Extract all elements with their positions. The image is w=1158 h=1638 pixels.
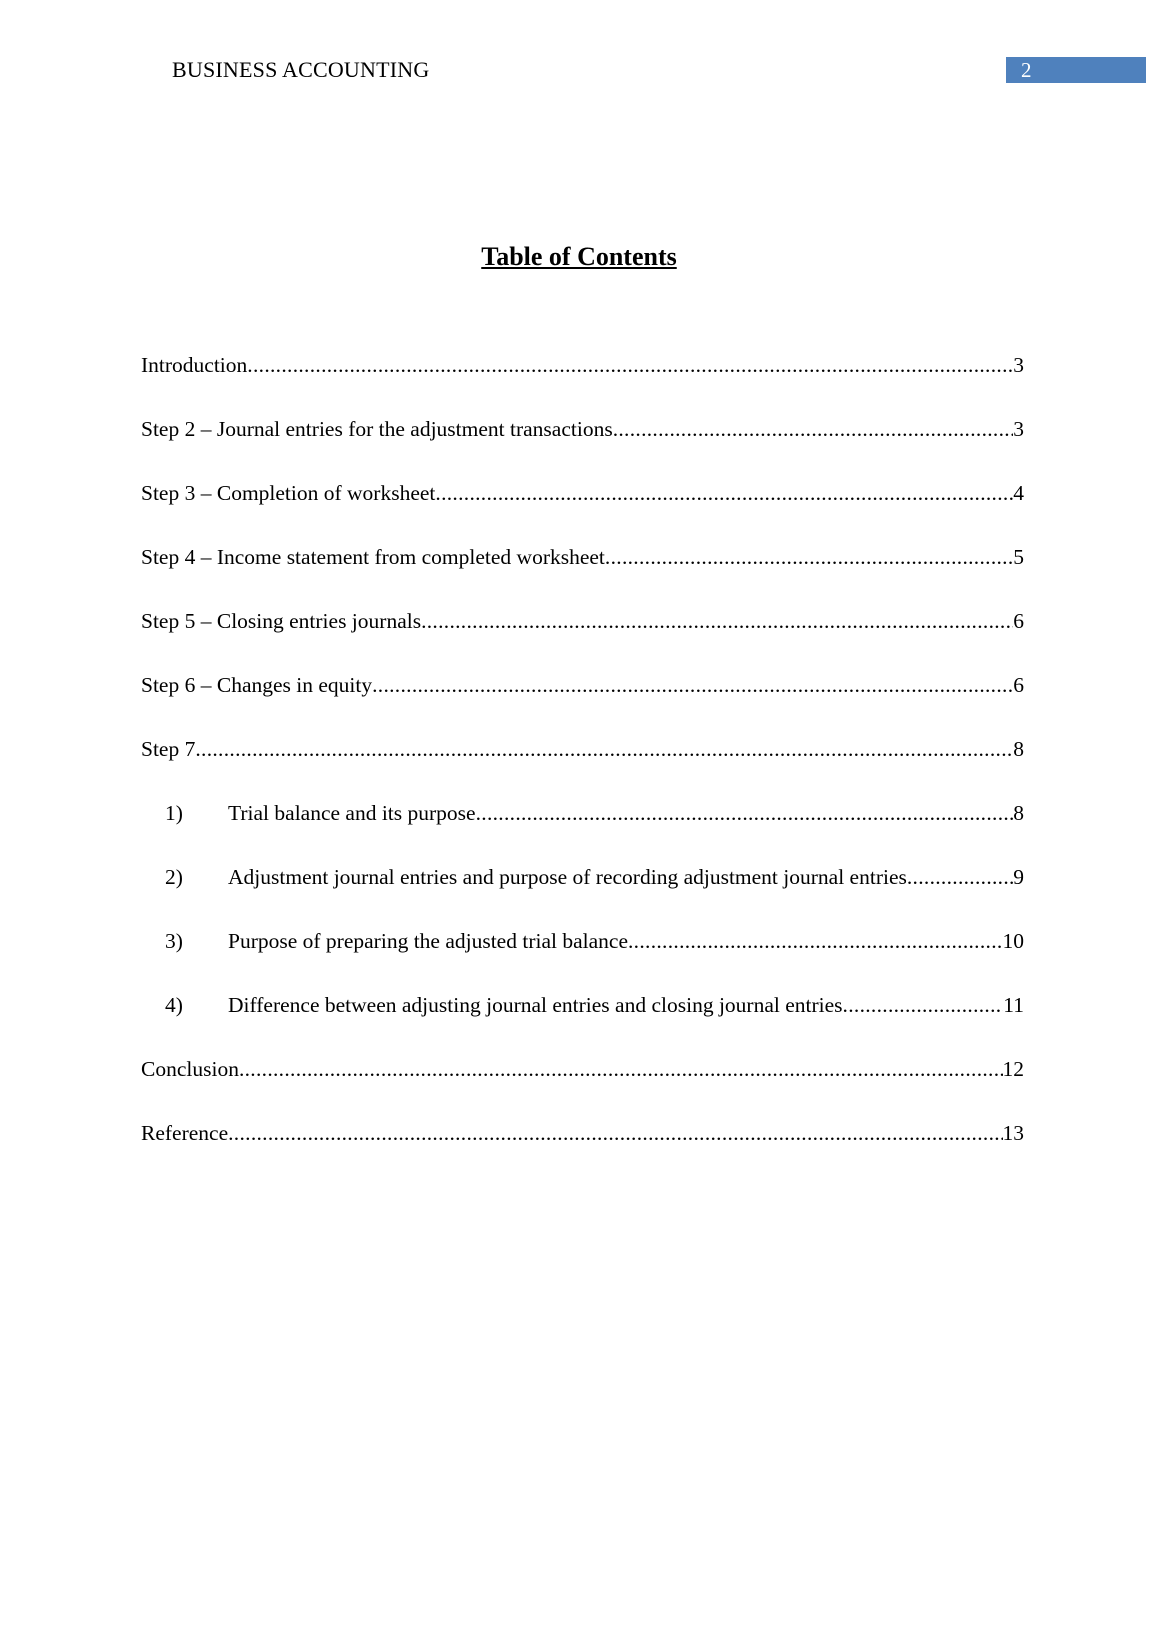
toc-entry-conclusion[interactable] — [141, 1054, 1024, 1118]
toc-page-number: 9 — [1013, 865, 1024, 889]
toc-entry-step-4[interactable] — [141, 542, 1024, 606]
toc-entry-text: Step 6 – Changes in equity — [141, 673, 373, 697]
toc-entry-text: Adjustment journal entries and purpose of recording adjustment journal entries — [228, 865, 907, 889]
toc-dot-leader — [372, 670, 1013, 700]
toc-dot-leader — [435, 478, 1013, 508]
toc-entry-number: 3) — [165, 929, 183, 953]
toc-entry-step-6[interactable] — [141, 670, 1024, 734]
toc-entry-text: Introduction — [141, 353, 248, 377]
toc-entry-number: 4) — [165, 993, 183, 1017]
toc-page-number: 4 — [1013, 481, 1024, 505]
toc-entry-text: Conclusion — [141, 1057, 239, 1081]
toc-dot-leader — [195, 734, 1013, 764]
toc-entry-reference[interactable] — [141, 1118, 1024, 1182]
toc-subentry-1[interactable] — [141, 798, 1024, 862]
toc-dot-leader — [843, 990, 1004, 1020]
page-number: 2 — [1006, 57, 1146, 83]
toc-page-number: 6 — [1013, 609, 1024, 633]
toc-entry-text: Step 7 — [141, 737, 196, 761]
toc-subentry-2[interactable] — [141, 862, 1024, 926]
toc-page-number: 11 — [1003, 993, 1024, 1017]
toc-dot-leader — [613, 414, 1014, 444]
toc-page-number: 6 — [1013, 673, 1024, 697]
toc-entry-text: Step 3 – Completion of worksheet — [141, 481, 436, 505]
table-of-contents — [141, 350, 1024, 1182]
toc-entry-text: Trial balance and its purpose — [228, 801, 476, 825]
toc-page-number: 3 — [1013, 353, 1024, 377]
toc-entry-text: Purpose of preparing the adjusted trial balance — [228, 929, 628, 953]
toc-page-number: 5 — [1013, 545, 1024, 569]
toc-subentry-4[interactable] — [141, 990, 1024, 1054]
toc-subentry-3[interactable] — [141, 926, 1024, 990]
toc-page-number: 13 — [1002, 1121, 1024, 1145]
toc-entry-text: Difference between adjusting journal entries and closing journal entries — [228, 993, 843, 1017]
toc-entry-step-7[interactable] — [141, 734, 1024, 798]
toc-entry-step-3[interactable] — [141, 478, 1024, 542]
toc-page-number: 10 — [1002, 929, 1024, 953]
toc-entry-number: 2) — [165, 865, 183, 889]
toc-page-number: 3 — [1013, 417, 1024, 441]
toc-dot-leader — [421, 606, 1013, 636]
toc-page-number: 12 — [1002, 1057, 1024, 1081]
toc-entry-step-2[interactable] — [141, 414, 1024, 478]
toc-dot-leader — [605, 542, 1013, 572]
toc-entry-text: Step 5 – Closing entries journals — [141, 609, 422, 633]
toc-dot-leader — [239, 1054, 1003, 1084]
running-head: BUSINESS ACCOUNTING — [172, 57, 430, 82]
toc-entry-number: 1) — [165, 801, 183, 825]
toc-dot-leader — [907, 862, 1013, 892]
toc-dot-leader — [228, 1118, 1002, 1148]
toc-entry-text: Step 2 – Journal entries for the adjustment transactions — [141, 417, 613, 441]
toc-entry-introduction[interactable] — [141, 350, 1024, 414]
toc-title: Table of Contents — [481, 242, 677, 271]
toc-entry-text: Reference — [141, 1121, 229, 1145]
toc-entry-step-5[interactable] — [141, 606, 1024, 670]
toc-page-number: 8 — [1013, 737, 1024, 761]
toc-entry-text: Step 4 – Income statement from completed worksheet — [141, 545, 605, 569]
toc-dot-leader — [476, 798, 1014, 828]
toc-page-number: 8 — [1013, 801, 1024, 825]
toc-dot-leader — [247, 350, 1013, 380]
toc-dot-leader — [628, 926, 1003, 956]
